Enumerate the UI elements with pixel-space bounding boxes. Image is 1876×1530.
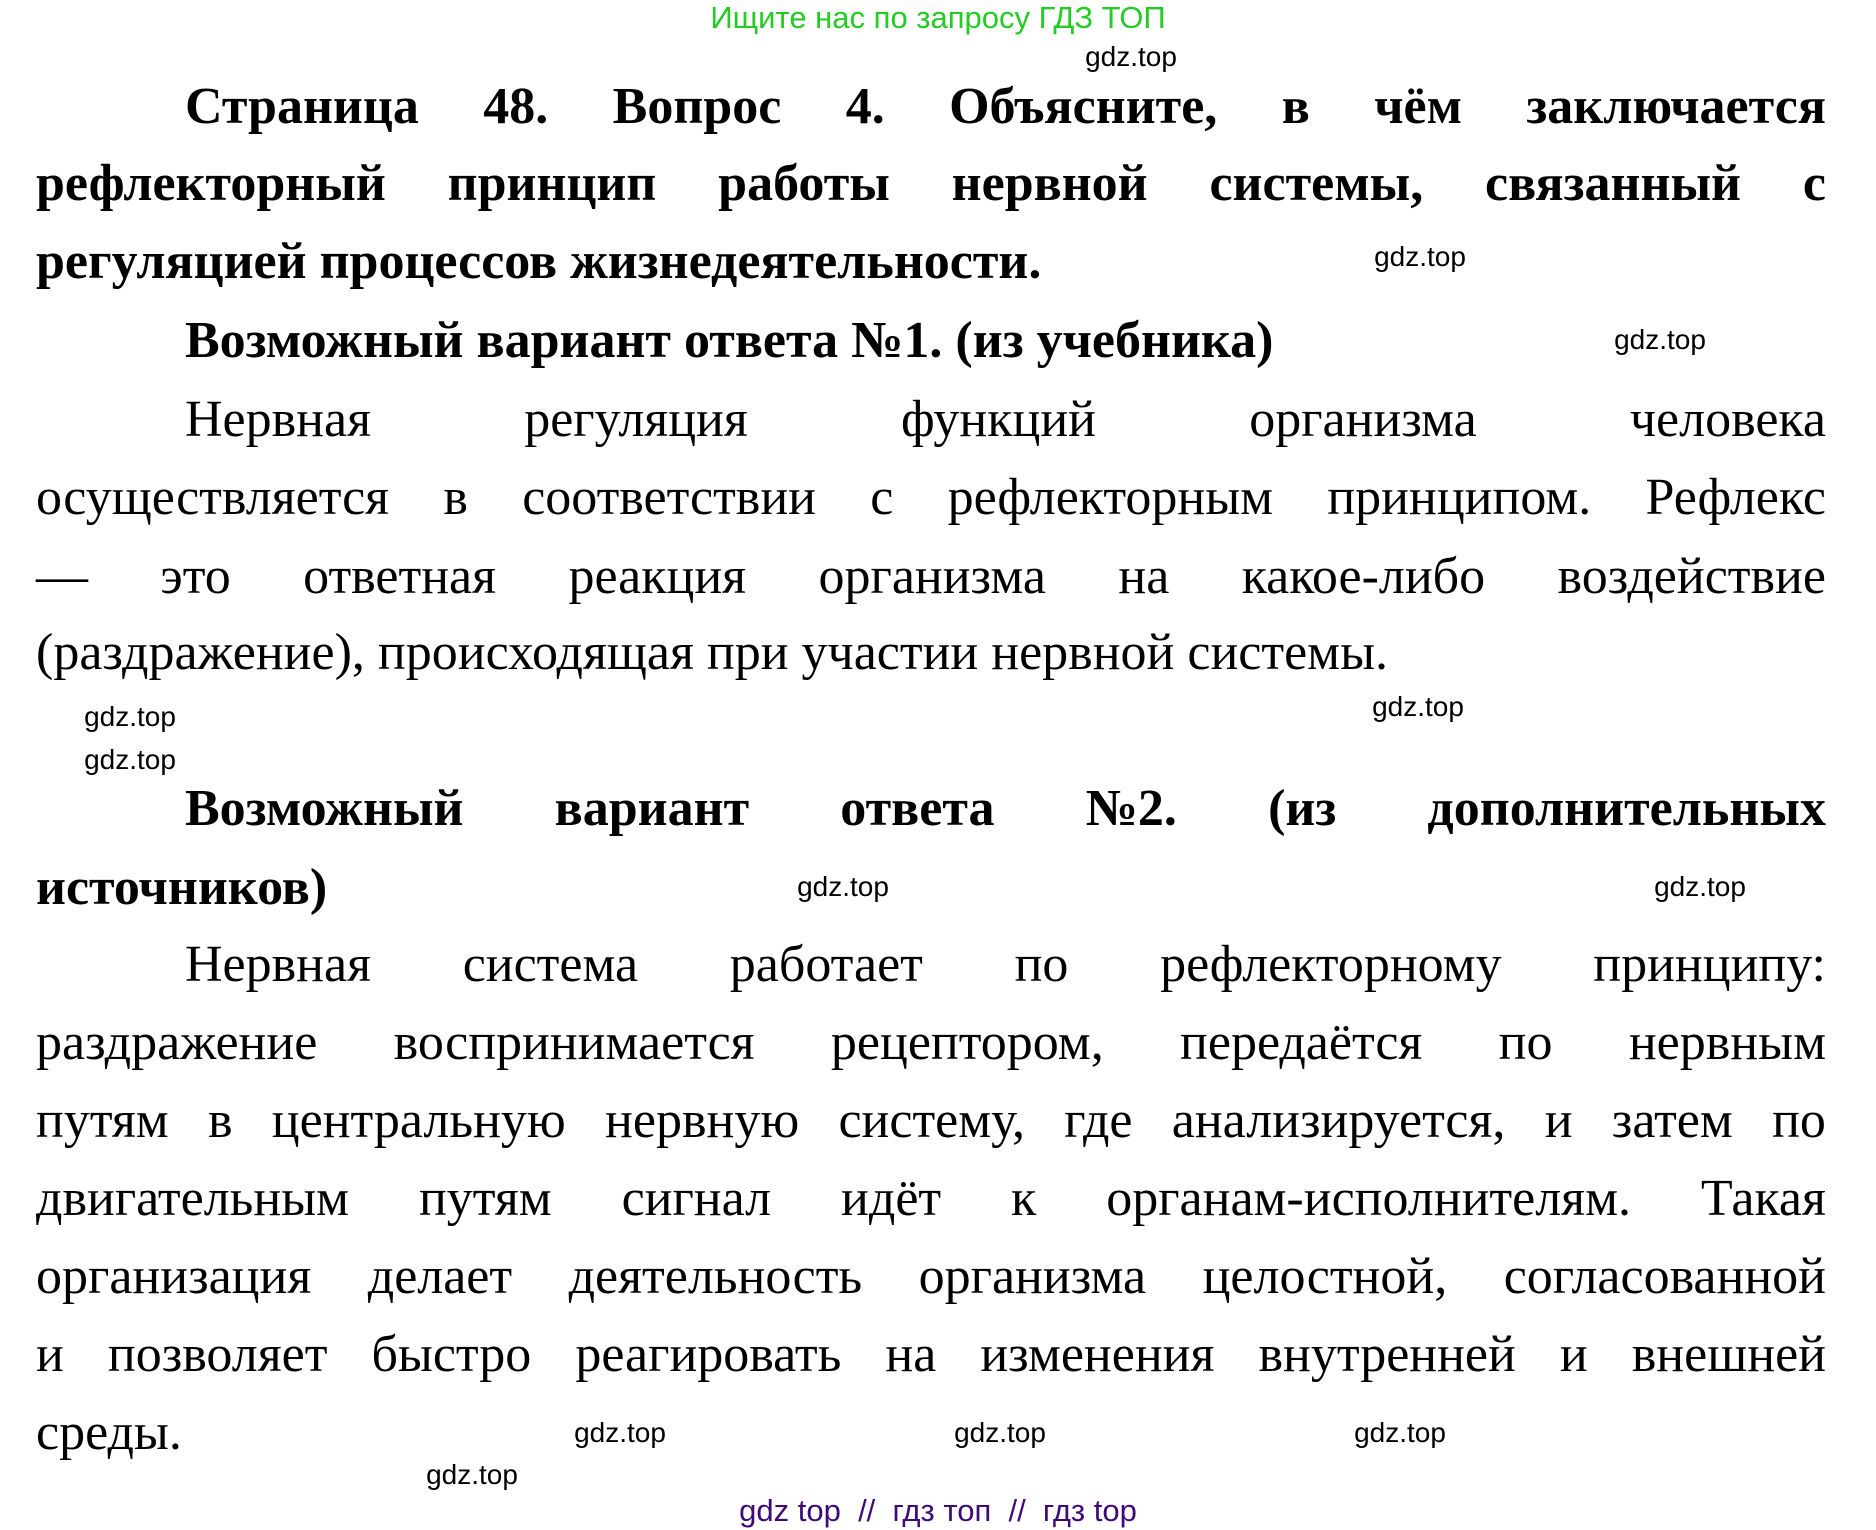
- word: функций: [901, 391, 1096, 448]
- watermark: gdz.top: [426, 1459, 518, 1490]
- word: работы: [718, 155, 890, 212]
- answer2-line: [36, 1091, 1826, 1151]
- word: рефлекторным: [947, 469, 1274, 526]
- watermark: gdz.top: [1372, 691, 1464, 722]
- word: и: [1544, 1092, 1573, 1149]
- word: центральную: [271, 1092, 566, 1149]
- word: позволяет: [107, 1326, 328, 1383]
- word: организма: [1249, 391, 1477, 448]
- word: с: [870, 469, 894, 526]
- watermark: gdz.top: [1085, 41, 1177, 72]
- answer2-line: [185, 935, 1826, 995]
- word: сигнал: [621, 1170, 772, 1227]
- word: —: [36, 548, 88, 605]
- word: к: [1011, 1170, 1037, 1227]
- word: и: [1559, 1326, 1588, 1383]
- word: система: [462, 936, 639, 993]
- answer2-line: среды.: [36, 1404, 182, 1461]
- word: рефлекторному: [1160, 936, 1502, 993]
- word: целостной,: [1202, 1248, 1448, 1305]
- watermark: gdz.top: [84, 744, 176, 775]
- watermark: gdz.top: [574, 1417, 666, 1448]
- word: делает: [367, 1248, 513, 1305]
- watermark: gdz.top: [1374, 241, 1466, 272]
- word: передаётся: [1180, 1014, 1423, 1071]
- word: соответствии: [522, 469, 817, 526]
- watermark: gdz.top: [797, 871, 889, 902]
- word: №2.: [1085, 780, 1177, 837]
- word: двигательным: [36, 1170, 350, 1227]
- word: человека: [1629, 391, 1826, 448]
- word: Вопрос: [612, 78, 782, 135]
- answer1-line: [36, 547, 1826, 607]
- word: внутренней: [1258, 1326, 1516, 1383]
- word: принципу:: [1593, 936, 1826, 993]
- watermark: gdz.top: [1654, 871, 1746, 902]
- word: рецептором,: [830, 1014, 1104, 1071]
- answer1-line: [36, 468, 1826, 528]
- word: рефлекторный: [36, 155, 386, 212]
- word: на: [1118, 548, 1170, 605]
- word: по: [1772, 1092, 1826, 1149]
- word: нервную: [605, 1092, 800, 1149]
- answer1-line: [185, 390, 1826, 450]
- word: Возможный: [185, 780, 464, 837]
- word: какое-либо: [1241, 548, 1486, 605]
- watermark: gdz.top: [1614, 324, 1706, 355]
- word: изменения: [980, 1326, 1215, 1383]
- word: Страница: [185, 78, 419, 135]
- word: организма: [818, 548, 1046, 605]
- word: ответа: [840, 780, 995, 837]
- word: (из: [1268, 780, 1337, 837]
- word: внешней: [1631, 1326, 1826, 1383]
- word: путям: [36, 1092, 169, 1149]
- word: нервным: [1628, 1014, 1826, 1071]
- word: органам-исполнителям.: [1106, 1170, 1631, 1227]
- word: воздействие: [1557, 548, 1826, 605]
- word: Объясните,: [949, 78, 1218, 135]
- word: в: [207, 1092, 233, 1149]
- word: деятельность: [568, 1248, 863, 1305]
- word: реакция: [568, 548, 747, 605]
- word: анализируется,: [1171, 1092, 1506, 1149]
- word: и: [36, 1326, 64, 1383]
- answer2-line: [36, 1247, 1826, 1307]
- answer2-heading: источников): [36, 859, 328, 916]
- word: регуляция: [524, 391, 748, 448]
- word: 4.: [845, 78, 885, 135]
- word: воспринимается: [393, 1014, 755, 1071]
- watermark: gdz.top: [954, 1417, 1046, 1448]
- word: заключается: [1526, 78, 1826, 135]
- word: Нервная: [185, 936, 372, 993]
- word: это: [160, 548, 231, 605]
- word: 48.: [483, 78, 549, 135]
- question-line: [185, 77, 1826, 137]
- answer1-line: (раздражение), происходящая при участии нервной системы.: [36, 624, 1388, 681]
- word: системы,: [1209, 155, 1424, 212]
- word: ответная: [303, 548, 497, 605]
- word: принципом.: [1327, 469, 1592, 526]
- word: чём: [1374, 78, 1463, 135]
- word: в: [443, 469, 468, 526]
- word: где: [1064, 1092, 1133, 1149]
- footer-links[interactable]: gdz top // гдз топ // гдз top: [739, 1493, 1137, 1528]
- word: организация: [36, 1248, 312, 1305]
- word: на: [885, 1326, 937, 1383]
- word: идёт: [841, 1170, 942, 1227]
- word: согласованной: [1503, 1248, 1826, 1305]
- answer2-line: [36, 1169, 1826, 1229]
- word: работает: [729, 936, 923, 993]
- word: Нервная: [185, 391, 372, 448]
- word: путям: [418, 1170, 552, 1227]
- word: дополнительных: [1427, 780, 1826, 837]
- word: в: [1281, 78, 1310, 135]
- word: вариант: [554, 780, 750, 837]
- answer2-line: [36, 1325, 1826, 1385]
- answer2-line: [36, 1013, 1826, 1073]
- word: осуществляется: [36, 469, 390, 526]
- word: организма: [918, 1248, 1147, 1305]
- word: систему,: [838, 1092, 1025, 1149]
- word: Такая: [1700, 1170, 1826, 1227]
- word: по: [1014, 936, 1069, 993]
- word: затем: [1611, 1092, 1733, 1149]
- word: реагировать: [575, 1326, 842, 1383]
- answer1-heading: Возможный вариант ответа №1. (из учебника): [185, 312, 1274, 369]
- word: принцип: [447, 155, 657, 212]
- word: по: [1498, 1014, 1553, 1071]
- word: связанный: [1485, 155, 1742, 212]
- watermark: gdz.top: [1354, 1417, 1446, 1448]
- word: нервной: [951, 155, 1148, 212]
- word: раздражение: [36, 1014, 318, 1071]
- word: Рефлекс: [1645, 469, 1826, 526]
- search-banner: Ищите нас по запросу ГДЗ ТОП: [710, 0, 1166, 35]
- word: быстро: [371, 1326, 532, 1383]
- question-line: регуляцией процессов жизнедеятельности.: [36, 233, 1042, 290]
- question-line: [36, 154, 1826, 214]
- answer2-heading: [185, 779, 1826, 839]
- watermark: gdz.top: [84, 701, 176, 732]
- word: с: [1802, 155, 1826, 212]
